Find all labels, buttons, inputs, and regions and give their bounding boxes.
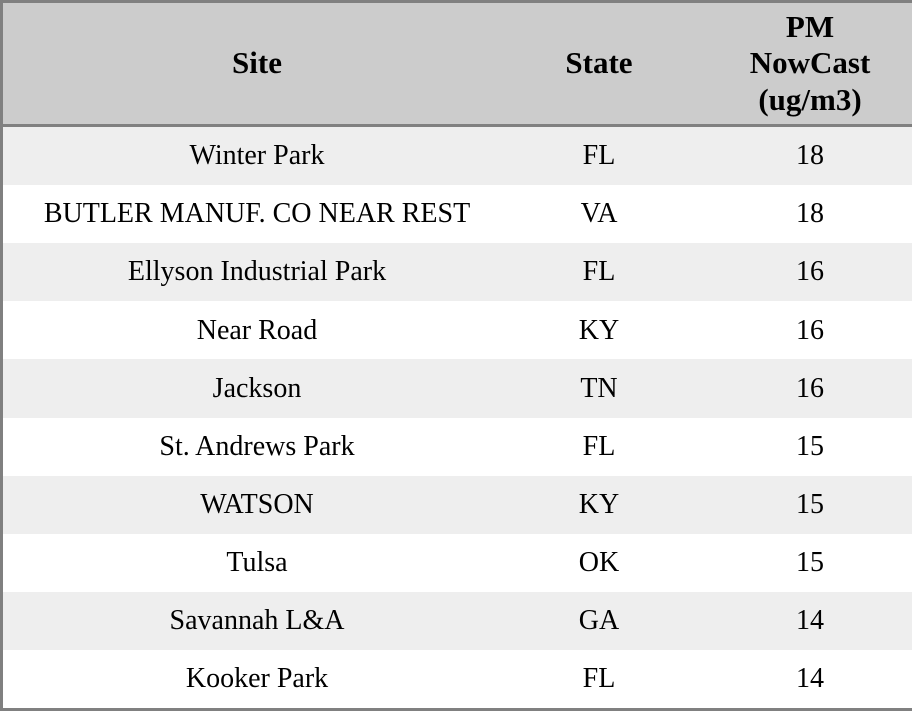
cell-state: FL — [511, 243, 687, 301]
column-header-pm-nowcast-line2: NowCast — [749, 45, 871, 81]
cell-site: Kooker Park — [3, 650, 511, 708]
table-row — [3, 650, 912, 708]
column-header-state — [511, 3, 687, 125]
table-row — [3, 185, 912, 243]
column-header-state-label: State — [565, 45, 633, 81]
column-header-site — [3, 3, 511, 125]
table-row — [3, 534, 912, 592]
cell-state: FL — [511, 418, 687, 476]
cell-state: FL — [511, 650, 687, 708]
cell-site: Ellyson Industrial Park — [3, 243, 511, 301]
cell-value: 15 — [687, 418, 912, 476]
table-row — [3, 243, 912, 301]
cell-site: Winter Park — [3, 125, 511, 185]
column-header-site-label: Site — [232, 45, 282, 81]
cell-site: Savannah L&A — [3, 592, 511, 650]
cell-value: 16 — [687, 359, 912, 417]
table-row — [3, 125, 912, 185]
table-row — [3, 418, 912, 476]
cell-state: OK — [511, 534, 687, 592]
table-header-row — [3, 3, 912, 125]
column-header-pm-nowcast — [687, 3, 912, 125]
cell-value: 15 — [687, 476, 912, 534]
cell-value: 15 — [687, 534, 912, 592]
pm-nowcast-table — [3, 3, 912, 708]
table-body — [3, 125, 912, 708]
cell-site: Jackson — [3, 359, 511, 417]
cell-site: St. Andrews Park — [3, 418, 511, 476]
cell-site: WATSON — [3, 476, 511, 534]
column-header-pm-nowcast-line1: PM — [785, 9, 835, 44]
cell-state: VA — [511, 185, 687, 243]
cell-state: GA — [511, 592, 687, 650]
cell-site: Near Road — [3, 301, 511, 359]
cell-state: TN — [511, 359, 687, 417]
table-row — [3, 301, 912, 359]
cell-value: 14 — [687, 650, 912, 708]
cell-value: 18 — [687, 185, 912, 243]
cell-site: BUTLER MANUF. CO NEAR REST — [3, 185, 511, 243]
cell-state: KY — [511, 301, 687, 359]
cell-value: 16 — [687, 301, 912, 359]
cell-site: Tulsa — [3, 534, 511, 592]
cell-state: FL — [511, 125, 687, 185]
cell-value: 18 — [687, 125, 912, 185]
table-row — [3, 476, 912, 534]
table-row — [3, 592, 912, 650]
cell-value: 14 — [687, 592, 912, 650]
cell-value: 16 — [687, 243, 912, 301]
table-header — [3, 3, 912, 125]
table-row — [3, 359, 912, 417]
cell-state: KY — [511, 476, 687, 534]
column-header-pm-nowcast-line3: (ug/m3) — [758, 81, 862, 117]
